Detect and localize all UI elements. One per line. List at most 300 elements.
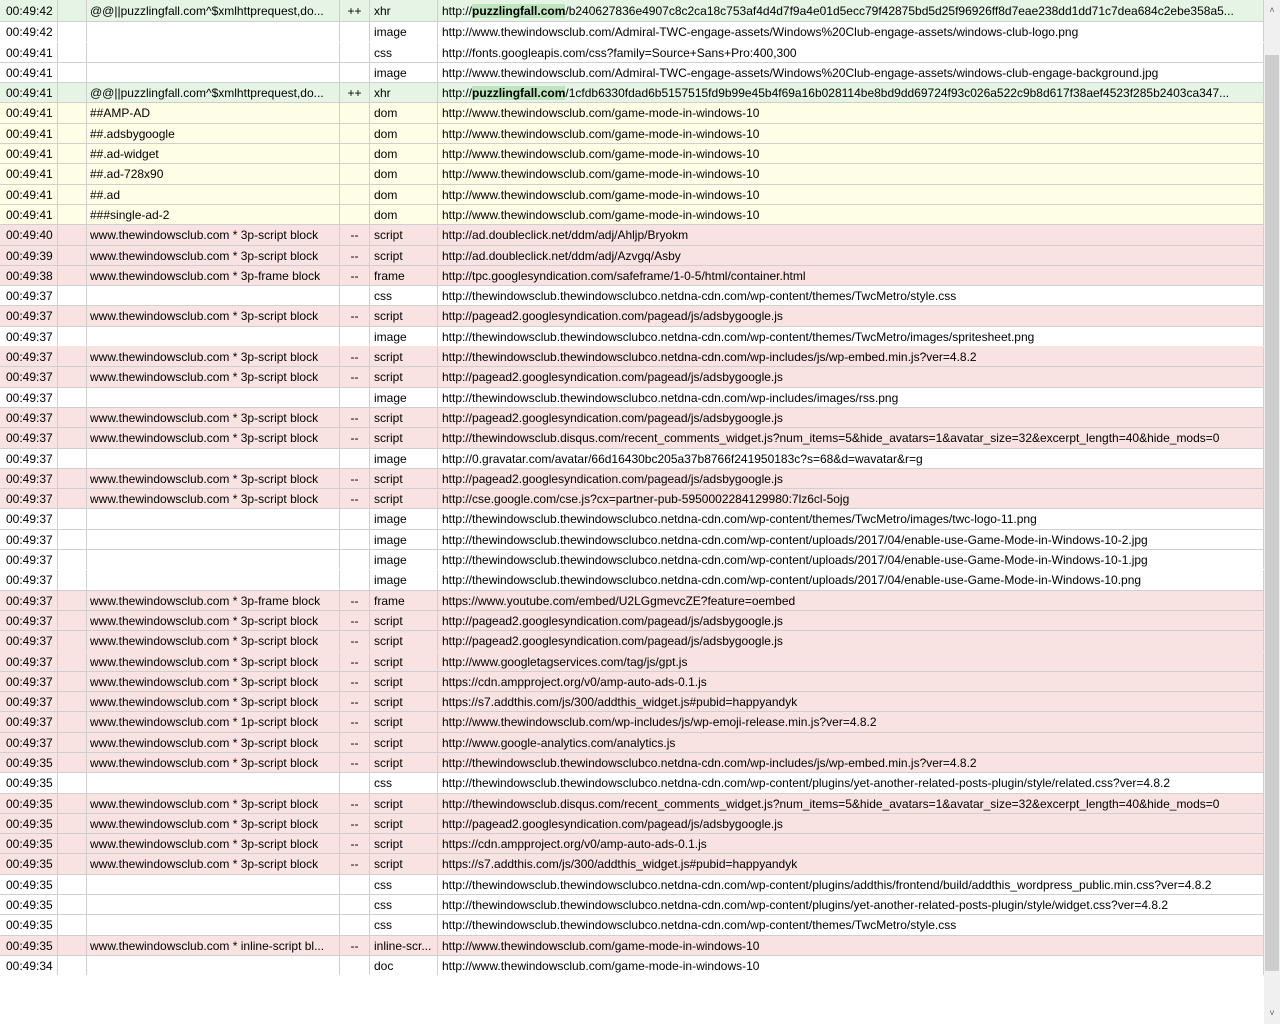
log-filter[interactable]: www.thewindowsclub.com * 3p-frame block <box>87 266 340 285</box>
log-tab <box>58 286 87 305</box>
log-row[interactable] <box>0 265 1264 285</box>
log-filter[interactable]: ##.ad <box>87 185 340 204</box>
log-type: script <box>370 814 438 833</box>
log-row[interactable] <box>0 184 1264 204</box>
scroll-down-icon[interactable]: ˅ <box>1269 1008 1275 1018</box>
log-row[interactable] <box>0 488 1264 508</box>
log-type: image <box>370 550 438 569</box>
log-row[interactable] <box>0 224 1264 244</box>
log-url[interactable]: http://thewindowsclub.thewindowsclubco.netdna-cdn.com/wp-includes/images/rss.png <box>438 388 1264 407</box>
log-filter[interactable] <box>87 327 340 346</box>
log-row[interactable] <box>0 894 1264 914</box>
log-type: image <box>370 570 438 589</box>
log-url[interactable]: http://www.thewindowsclub.com/game-mode-in-windows-10 <box>438 124 1264 143</box>
log-type: script <box>370 753 438 772</box>
log-type: script <box>370 712 438 731</box>
log-url[interactable]: http://thewindowsclub.thewindowsclubco.netdna-cdn.com/wp-includes/js/wp-embed.min.js?ver=4.8.2 <box>438 753 1264 772</box>
log-tab <box>58 408 87 427</box>
log-time: 00:49:41 <box>0 103 58 122</box>
log-filter[interactable]: www.thewindowsclub.com * 3p-script block <box>87 631 340 650</box>
log-row[interactable] <box>0 305 1264 325</box>
log-type: script <box>370 834 438 853</box>
log-url[interactable]: https://cdn.ampproject.org/v0/amp-auto-ads-0.1.js <box>438 672 1264 691</box>
log-time: 00:49:35 <box>0 895 58 914</box>
log-result <box>340 915 370 934</box>
log-row[interactable] <box>0 914 1264 934</box>
log-result: -- <box>340 266 370 285</box>
log-time: 00:49:41 <box>0 164 58 183</box>
log-url[interactable]: http://pagead2.googlesyndication.com/pagead/js/adsbygoogle.js <box>438 306 1264 325</box>
log-type: script <box>370 672 438 691</box>
log-url[interactable]: http://www.thewindowsclub.com/game-mode-in-windows-10 <box>438 185 1264 204</box>
log-url[interactable]: http://tpc.googlesyndication.com/safeframe/1-0-5/html/container.html <box>438 266 1264 285</box>
log-row[interactable] <box>0 62 1264 82</box>
log-time: 00:49:41 <box>0 205 58 224</box>
log-result <box>340 388 370 407</box>
url-rest: /b240627836e4907c8c2ca18c753af4d4d7f9a4e01d5ecc79f42875bd5d25f96926ff8d7eae238dd1dd71c7dea684c2ebe358a5... <box>565 4 1234 18</box>
log-row[interactable] <box>0 711 1264 731</box>
log-row[interactable] <box>0 468 1264 488</box>
log-filter[interactable]: www.thewindowsclub.com * 3p-script block <box>87 733 340 752</box>
log-row[interactable] <box>0 123 1264 143</box>
log-filter[interactable]: www.thewindowsclub.com * 3p-script block <box>87 367 340 386</box>
log-row[interactable] <box>0 407 1264 427</box>
log-url[interactable]: http://thewindowsclub.thewindowsclubco.netdna-cdn.com/wp-content/plugins/addthis/frontend/build/addthis_wordpress_public.min.css?ver=4.8.2 <box>438 875 1264 894</box>
log-tab <box>58 428 87 447</box>
log-url[interactable]: http://pagead2.googlesyndication.com/pagead/js/adsbygoogle.js <box>438 631 1264 650</box>
log-url[interactable]: http://www.thewindowsclub.com/game-mode-in-windows-10 <box>438 936 1264 955</box>
log-type: script <box>370 692 438 711</box>
log-time: 00:49:41 <box>0 83 58 102</box>
log-filter[interactable]: ##.ad-widget <box>87 144 340 163</box>
log-result: -- <box>340 347 370 366</box>
log-type: dom <box>370 205 438 224</box>
log-url[interactable]: http://ad.doubleclick.net/ddm/adj/Azvgq/Asby <box>438 246 1264 265</box>
log-result: -- <box>340 794 370 813</box>
log-type: dom <box>370 185 438 204</box>
log-time: 00:49:35 <box>0 814 58 833</box>
log-time: 00:49:37 <box>0 712 58 731</box>
log-type: css <box>370 286 438 305</box>
log-type: script <box>370 652 438 671</box>
log-url[interactable]: http://thewindowsclub.thewindowsclubco.netdna-cdn.com/wp-content/themes/TwcMetro/style.css <box>438 286 1264 305</box>
log-filter[interactable] <box>87 63 340 82</box>
log-time: 00:49:37 <box>0 367 58 386</box>
log-result: -- <box>340 733 370 752</box>
log-type: image <box>370 22 438 41</box>
log-result: -- <box>340 591 370 610</box>
log-tab <box>58 144 87 163</box>
log-url[interactable]: http://www.thewindowsclub.com/game-mode-in-windows-10 <box>438 164 1264 183</box>
log-tab <box>58 327 87 346</box>
log-filter[interactable]: www.thewindowsclub.com * 3p-script block <box>87 814 340 833</box>
log-result <box>340 570 370 589</box>
log-tab <box>58 63 87 82</box>
log-row[interactable] <box>0 935 1264 955</box>
log-filter[interactable] <box>87 449 340 468</box>
log-tab <box>58 103 87 122</box>
log-url[interactable]: https://www.youtube.com/embed/U2LGgmevcZE?feature=oembed <box>438 591 1264 610</box>
log-tab <box>58 611 87 630</box>
log-time: 00:49:37 <box>0 733 58 752</box>
log-result <box>340 205 370 224</box>
log-result: ++ <box>340 0 370 21</box>
log-type: dom <box>370 103 438 122</box>
log-type: inline-scr... <box>370 936 438 955</box>
log-url[interactable]: http://www.googletagservices.com/tag/js/gpt.js <box>438 652 1264 671</box>
log-type: script <box>370 469 438 488</box>
log-result: -- <box>340 408 370 427</box>
log-row[interactable] <box>0 793 1264 813</box>
log-tab <box>58 530 87 549</box>
log-filter[interactable] <box>87 43 340 62</box>
log-time: 00:49:37 <box>0 408 58 427</box>
log-time: 00:49:41 <box>0 144 58 163</box>
log-time: 00:49:35 <box>0 854 58 873</box>
log-row[interactable] <box>0 346 1264 366</box>
log-type: script <box>370 733 438 752</box>
log-time: 00:49:35 <box>0 936 58 955</box>
log-filter[interactable] <box>87 22 340 41</box>
log-filter[interactable]: @@||puzzlingfall.com^$xmlhttprequest,do... <box>87 83 340 102</box>
log-tab <box>58 591 87 610</box>
log-tab <box>58 469 87 488</box>
log-result: -- <box>340 428 370 447</box>
log-filter[interactable] <box>87 550 340 569</box>
log-row[interactable] <box>0 630 1264 650</box>
log-type: frame <box>370 591 438 610</box>
log-url[interactable]: http://www.thewindowsclub.com/Admiral-TWC-engage-assets/Windows%20Club-engage-assets/windows-club-engage-background.jpg <box>438 63 1264 82</box>
log-filter[interactable]: www.thewindowsclub.com * 3p-script block <box>87 753 340 772</box>
log-tab <box>58 449 87 468</box>
log-result <box>340 103 370 122</box>
log-filter[interactable] <box>87 773 340 792</box>
log-result <box>340 895 370 914</box>
log-url[interactable]: http://pagead2.googlesyndication.com/pagead/js/adsbygoogle.js <box>438 367 1264 386</box>
log-tab <box>58 672 87 691</box>
url-highlight: puzzlingfall.com <box>472 4 566 18</box>
log-tab <box>58 43 87 62</box>
log-row[interactable] <box>0 772 1264 792</box>
log-url[interactable]: http://thewindowsclub.thewindowsclubco.netdna-cdn.com/wp-content/plugins/yet-another-related-posts-plugin/style/related.css?ver=4.8.2 <box>438 773 1264 792</box>
log-time: 00:49:41 <box>0 43 58 62</box>
log-row[interactable] <box>0 671 1264 691</box>
log-type: image <box>370 449 438 468</box>
log-type: css <box>370 773 438 792</box>
log-row[interactable] <box>0 529 1264 549</box>
log-type: xhr <box>370 0 438 21</box>
log-result: -- <box>340 814 370 833</box>
log-row[interactable] <box>0 569 1264 589</box>
log-url[interactable]: http://thewindowsclub.thewindowsclubco.netdna-cdn.com/wp-content/uploads/2017/04/enable-use-Game-Mode-in-Windows-10-2.jpg <box>438 530 1264 549</box>
url-rest: /1cfdb6330fdad6b5157515fd9b99e45b4f69a16b028114be8bd9dd69724f93c026a522c9b8d617f38aef4523f285b2403ca347... <box>565 86 1230 101</box>
log-type: css <box>370 43 438 62</box>
log-row[interactable] <box>0 163 1264 183</box>
log-result <box>340 449 370 468</box>
log-time: 00:49:37 <box>0 306 58 325</box>
vertical-scrollbar[interactable] <box>1264 0 1280 1024</box>
log-result <box>340 164 370 183</box>
log-filter[interactable]: www.thewindowsclub.com * 3p-script block <box>87 469 340 488</box>
log-time: 00:49:37 <box>0 469 58 488</box>
log-tab <box>58 489 87 508</box>
log-url[interactable]: http://pagead2.googlesyndication.com/pagead/js/adsbygoogle.js <box>438 469 1264 488</box>
log-row[interactable] <box>0 651 1264 671</box>
log-result: -- <box>340 753 370 772</box>
log-type: image <box>370 388 438 407</box>
log-url[interactable]: http://pagead2.googlesyndication.com/pagead/js/adsbygoogle.js <box>438 814 1264 833</box>
log-result: -- <box>340 672 370 691</box>
log-filter[interactable]: www.thewindowsclub.com * 3p-script block <box>87 854 340 873</box>
log-filter[interactable]: ##AMP-AD <box>87 103 340 122</box>
log-time: 00:49:37 <box>0 388 58 407</box>
log-url[interactable]: http://thewindowsclub.thewindowsclubco.netdna-cdn.com/wp-content/uploads/2017/04/enable-use-Game-Mode-in-Windows-10-1.jpg <box>438 550 1264 569</box>
log-result <box>340 509 370 528</box>
log-time: 00:49:37 <box>0 631 58 650</box>
log-tab <box>58 956 87 975</box>
log-time: 00:49:34 <box>0 956 58 975</box>
log-result <box>340 22 370 41</box>
log-filter[interactable]: www.thewindowsclub.com * 3p-script block <box>87 611 340 630</box>
log-row[interactable] <box>0 610 1264 630</box>
log-row[interactable] <box>0 853 1264 873</box>
log-result: -- <box>340 469 370 488</box>
log-row[interactable] <box>0 874 1264 894</box>
log-filter[interactable]: www.thewindowsclub.com * inline-script bl... <box>87 936 340 955</box>
log-type: dom <box>370 144 438 163</box>
log-filter[interactable]: www.thewindowsclub.com * 3p-script block <box>87 428 340 447</box>
log-row[interactable] <box>0 82 1264 102</box>
log-url[interactable]: http://fonts.googleapis.com/css?family=Source+Sans+Pro:400,300 <box>438 43 1264 62</box>
log-url[interactable]: https://cdn.ampproject.org/v0/amp-auto-ads-0.1.js <box>438 834 1264 853</box>
log-url[interactable]: http://www.thewindowsclub.com/game-mode-in-windows-10 <box>438 144 1264 163</box>
log-url[interactable]: http://thewindowsclub.thewindowsclubco.netdna-cdn.com/wp-content/uploads/2017/04/enable-use-Game-Mode-in-Windows-10.png <box>438 570 1264 589</box>
log-row[interactable] <box>0 813 1264 833</box>
log-filter[interactable] <box>87 915 340 934</box>
log-row[interactable] <box>0 752 1264 772</box>
log-url[interactable]: https://s7.addthis.com/js/300/addthis_widget.js#pubid=happyandyk <box>438 854 1264 873</box>
log-tab <box>58 936 87 955</box>
log-result <box>340 530 370 549</box>
log-result: -- <box>340 225 370 244</box>
log-time: 00:49:35 <box>0 834 58 853</box>
log-url[interactable]: http://www.thewindowsclub.com/game-mode-in-windows-10 <box>438 205 1264 224</box>
log-result <box>340 875 370 894</box>
log-type: dom <box>370 124 438 143</box>
log-url[interactable]: https://s7.addthis.com/js/300/addthis_widget.js#pubid=happyandyk <box>438 692 1264 711</box>
log-url[interactable]: http://cse.google.com/cse.js?cx=partner-pub-5950002284129980:7lz6cl-5ojg <box>438 489 1264 508</box>
log-result <box>340 956 370 975</box>
log-tab <box>58 814 87 833</box>
log-row[interactable] <box>0 326 1264 346</box>
log-result <box>340 286 370 305</box>
log-row[interactable] <box>0 691 1264 711</box>
log-row[interactable] <box>0 366 1264 386</box>
log-tab <box>58 0 87 21</box>
log-type: script <box>370 306 438 325</box>
log-tab <box>58 570 87 589</box>
log-row[interactable] <box>0 549 1264 569</box>
log-time: 00:49:38 <box>0 266 58 285</box>
log-row[interactable] <box>0 0 1264 21</box>
log-type: image <box>370 509 438 528</box>
log-time: 00:49:37 <box>0 347 58 366</box>
log-tab <box>58 367 87 386</box>
log-url[interactable]: http://www.thewindowsclub.com/game-mode-in-windows-10 <box>438 103 1264 122</box>
log-filter[interactable] <box>87 956 340 975</box>
log-time: 00:49:37 <box>0 611 58 630</box>
log-row[interactable] <box>0 590 1264 610</box>
log-row[interactable] <box>0 508 1264 528</box>
log-url[interactable]: http://thewindowsclub.thewindowsclubco.netdna-cdn.com/wp-content/themes/TwcMetro/style.css <box>438 915 1264 934</box>
log-filter[interactable]: www.thewindowsclub.com * 3p-script block <box>87 408 340 427</box>
log-type: css <box>370 875 438 894</box>
log-filter[interactable]: www.thewindowsclub.com * 1p-script block <box>87 712 340 731</box>
log-result: -- <box>340 936 370 955</box>
log-url[interactable]: http://pagead2.googlesyndication.com/pagead/js/adsbygoogle.js <box>438 408 1264 427</box>
log-time: 00:49:41 <box>0 63 58 82</box>
log-result: -- <box>340 834 370 853</box>
log-url[interactable]: http://www.thewindowsclub.com/Admiral-TWC-engage-assets/Windows%20Club-engage-assets/windows-club-logo.png <box>438 22 1264 41</box>
log-row[interactable] <box>0 833 1264 853</box>
log-filter[interactable]: www.thewindowsclub.com * 3p-script block <box>87 347 340 366</box>
log-url[interactable]: http://pagead2.googlesyndication.com/pagead/js/adsbygoogle.js <box>438 611 1264 630</box>
log-time: 00:49:41 <box>0 124 58 143</box>
log-filter[interactable]: ##.ad-728x90 <box>87 164 340 183</box>
log-url[interactable] <box>438 83 1264 102</box>
log-time: 00:49:35 <box>0 753 58 772</box>
log-row[interactable] <box>0 427 1264 447</box>
log-result: -- <box>340 692 370 711</box>
log-url[interactable]: http://thewindowsclub.thewindowsclubco.netdna-cdn.com/wp-includes/js/wp-embed.min.js?ver=4.8.2 <box>438 347 1264 366</box>
log-type: script <box>370 854 438 873</box>
log-tab <box>58 550 87 569</box>
log-type: script <box>370 631 438 650</box>
log-filter[interactable]: www.thewindowsclub.com * 3p-script block <box>87 692 340 711</box>
log-tab <box>58 794 87 813</box>
log-filter[interactable]: www.thewindowsclub.com * 3p-script block <box>87 246 340 265</box>
log-url[interactable]: http://thewindowsclub.disqus.com/recent_comments_widget.js?num_items=5&hide_avatars=1&avatar_size=32&excerpt_length=40&hide_mods=0 <box>438 794 1264 813</box>
log-time: 00:49:37 <box>0 652 58 671</box>
log-type: image <box>370 63 438 82</box>
url-prefix: http:// <box>442 86 473 101</box>
log-filter[interactable] <box>87 286 340 305</box>
log-row[interactable] <box>0 732 1264 752</box>
log-time: 00:49:35 <box>0 915 58 934</box>
log-filter[interactable]: ##.adsbygoogle <box>87 124 340 143</box>
log-url[interactable]: http://0.gravatar.com/avatar/66d16430bc205a37b8766f241950183c?s=68&d=wavatar&r=g <box>438 449 1264 468</box>
log-type: css <box>370 895 438 914</box>
log-time: 00:49:37 <box>0 692 58 711</box>
log-result: -- <box>340 854 370 873</box>
log-url[interactable] <box>438 0 1264 21</box>
log-tab <box>58 22 87 41</box>
scroll-up-icon[interactable]: ˄ <box>1269 5 1275 15</box>
log-time: 00:49:39 <box>0 246 58 265</box>
log-filter[interactable] <box>87 875 340 894</box>
log-url[interactable]: http://thewindowsclub.thewindowsclubco.netdna-cdn.com/wp-content/themes/TwcMetro/images/twc-logo-11.png <box>438 509 1264 528</box>
log-type: script <box>370 794 438 813</box>
log-tab <box>58 631 87 650</box>
log-filter[interactable] <box>87 895 340 914</box>
log-filter[interactable]: www.thewindowsclub.com * 3p-script block <box>87 794 340 813</box>
log-tab <box>58 733 87 752</box>
log-url[interactable]: http://www.google-analytics.com/analytics.js <box>438 733 1264 752</box>
log-filter[interactable] <box>87 570 340 589</box>
log-filter[interactable] <box>87 388 340 407</box>
log-url[interactable]: http://thewindowsclub.thewindowsclubco.netdna-cdn.com/wp-content/plugins/yet-another-related-posts-plugin/style/widget.css?ver=4.8.2 <box>438 895 1264 914</box>
log-time: 00:49:37 <box>0 570 58 589</box>
log-filter[interactable]: www.thewindowsclub.com * 3p-script block <box>87 306 340 325</box>
log-result <box>340 185 370 204</box>
log-tab <box>58 753 87 772</box>
log-filter[interactable]: www.thewindowsclub.com * 3p-script block <box>87 672 340 691</box>
log-url[interactable]: http://www.thewindowsclub.com/wp-includes/js/wp-emoji-release.min.js?ver=4.8.2 <box>438 712 1264 731</box>
log-type: script <box>370 611 438 630</box>
log-row[interactable] <box>0 955 1264 975</box>
url-highlight: puzzlingfall.com <box>472 86 566 101</box>
log-url[interactable]: http://thewindowsclub.disqus.com/recent_comments_widget.js?num_items=5&hide_avatars=1&avatar_size=32&excerpt_length=40&hide_mods=0 <box>438 428 1264 447</box>
log-row[interactable] <box>0 285 1264 305</box>
log-filter[interactable] <box>87 530 340 549</box>
log-time: 00:49:40 <box>0 225 58 244</box>
log-filter[interactable]: @@||puzzlingfall.com^$xmlhttprequest,do... <box>87 0 340 21</box>
log-type: css <box>370 915 438 934</box>
log-time: 00:49:37 <box>0 591 58 610</box>
log-tab <box>58 875 87 894</box>
log-type: xhr <box>370 83 438 102</box>
log-tab <box>58 266 87 285</box>
log-tab <box>58 854 87 873</box>
log-filter[interactable]: www.thewindowsclub.com * 3p-script block <box>87 834 340 853</box>
log-url[interactable]: http://www.thewindowsclub.com/game-mode-in-windows-10 <box>438 956 1264 975</box>
log-filter[interactable]: ###single-ad-2 <box>87 205 340 224</box>
log-filter[interactable]: www.thewindowsclub.com * 3p-script block <box>87 225 340 244</box>
log-filter[interactable]: www.thewindowsclub.com * 3p-script block <box>87 489 340 508</box>
log-result: -- <box>340 306 370 325</box>
log-tab <box>58 347 87 366</box>
log-type: script <box>370 225 438 244</box>
scrollbar-thumb[interactable] <box>1265 55 1279 971</box>
log-row[interactable] <box>0 387 1264 407</box>
log-row[interactable] <box>0 204 1264 224</box>
log-result <box>340 144 370 163</box>
log-type: script <box>370 367 438 386</box>
log-tab <box>58 225 87 244</box>
log-time: 00:49:37 <box>0 509 58 528</box>
log-row[interactable] <box>0 42 1264 62</box>
log-result <box>340 63 370 82</box>
log-row[interactable] <box>0 143 1264 163</box>
log-row[interactable] <box>0 102 1264 122</box>
log-filter[interactable]: www.thewindowsclub.com * 3p-script block <box>87 652 340 671</box>
log-tab <box>58 773 87 792</box>
log-filter[interactable] <box>87 509 340 528</box>
log-row[interactable] <box>0 245 1264 265</box>
log-result: -- <box>340 367 370 386</box>
log-url[interactable]: http://thewindowsclub.thewindowsclubco.netdna-cdn.com/wp-content/themes/TwcMetro/images/spritesheet.png <box>438 327 1264 346</box>
log-url[interactable]: http://ad.doubleclick.net/ddm/adj/Ahljp/Bryokm <box>438 225 1264 244</box>
log-time: 00:49:41 <box>0 185 58 204</box>
log-type: script <box>370 246 438 265</box>
log-time: 00:49:42 <box>0 22 58 41</box>
log-filter[interactable]: www.thewindowsclub.com * 3p-frame block <box>87 591 340 610</box>
log-row[interactable] <box>0 448 1264 468</box>
log-time: 00:49:35 <box>0 875 58 894</box>
log-time: 00:49:42 <box>0 0 58 21</box>
log-row[interactable] <box>0 21 1264 41</box>
log-tab <box>58 915 87 934</box>
